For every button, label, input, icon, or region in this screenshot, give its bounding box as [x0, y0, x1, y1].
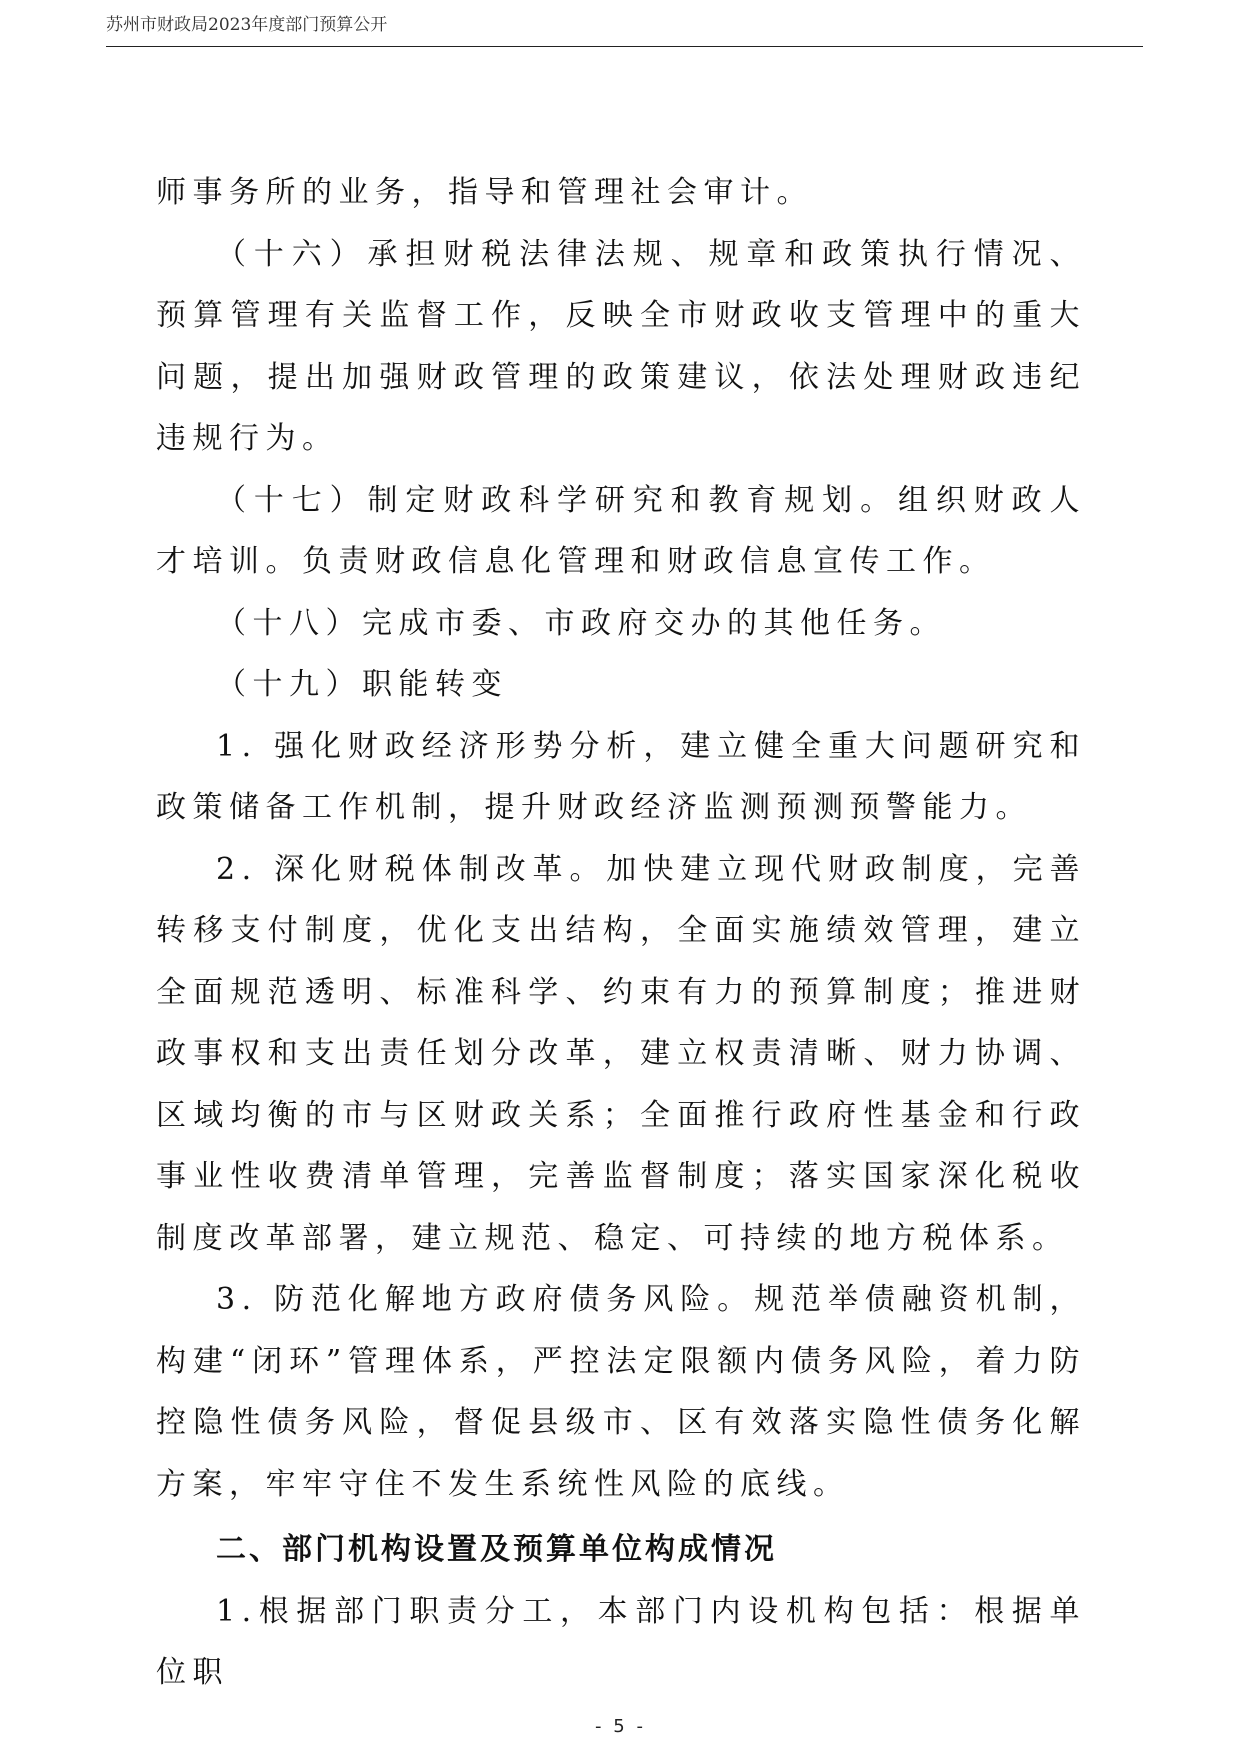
- paragraph-item-16: （十六）承担财税法律法规、规章和政策执行情况、预算管理有关监督工作，反映全市财政收支管理中的重大问题，提出加强财政管理的政策建议，依法处理财政违纪违规行为。: [156, 236, 1086, 456]
- page-header: [106, 14, 1143, 47]
- page-number: - 5 -: [595, 1716, 646, 1737]
- section-paragraph: 1.根据部门职责分工，本部门内设机构包括：根据单位职: [156, 1593, 1086, 1690]
- paragraph-item-19-2: 2. 深化财税体制改革。加快建立现代财政制度，完善转移支付制度，优化支出结构，全面实施绩效管理，建立全面规范透明、标准科学、约束有力的预算制度；推进财政事权和支出责任划分改革，建立权责清晰、财力协调、区域均衡的市与区财政关系；全面推行政府性基金和行政事业性收费清单管理，完善监督制度；落实国家深化税收制度改革部署，建立规范、稳定、可持续的地方税体系。: [156, 851, 1086, 1256]
- paragraph-item-18: （十八）完成市委、市政府交办的其他任务。: [216, 605, 946, 641]
- paragraph-item-19-3: 3. 防范化解地方政府债务风险。规范举债融资机制，构建“闭环”管理体系，严控法定限额内债务风险，着力防控隐性债务风险，督促县级市、区有效落实隐性债务化解方案，牢牢守住不发生系统性风险的底线。: [156, 1282, 1086, 1502]
- header-title: 苏州市财政局2023年度部门预算公开: [106, 15, 388, 35]
- paragraph-item-19-1: 1. 强化财政经济形势分析，建立健全重大问题研究和政策储备工作机制，提升财政经济监测预测预警能力。: [156, 728, 1086, 825]
- paragraph-continuation: 师事务所的业务，指导和管理社会审计。: [156, 175, 813, 210]
- section-heading: 二、部门机构设置及预算单位构成情况: [216, 1532, 777, 1567]
- paragraph-item-19: （十九）职能转变: [216, 667, 508, 702]
- document-body: [156, 162, 1086, 1704]
- paragraph-item-17: （十七）制定财政科学研究和教育规划。组织财政人才培训。负责财政信息化管理和财政信息宣传工作。: [156, 482, 1086, 579]
